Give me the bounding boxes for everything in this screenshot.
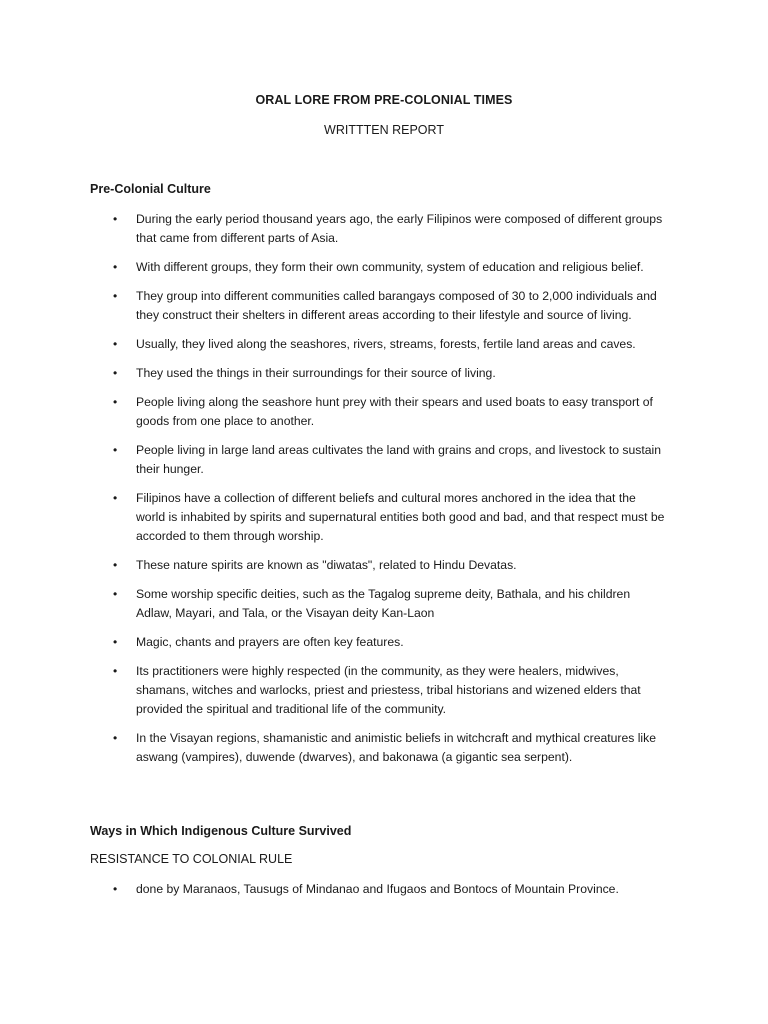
list-item-text: During the early period thousand years ago, the early Filipinos were composed of different groups that came from different parts of Asia. [136, 212, 663, 245]
list-item-text: Usually, they lived along the seashores, rivers, streams, forests, fertile land areas and caves. [136, 337, 636, 351]
list-item-text: done by Maranaos, Tausugs of Mindanao and Ifugaos and Bontocs of Mountain Province. [136, 882, 619, 896]
list-item-text: Magic, chants and prayers are often key features. [136, 635, 404, 649]
bullet-icon: • [113, 635, 118, 649]
list-item [0, 335, 768, 354]
bullet-icon: • [113, 558, 118, 572]
list-item-text: People living in large land areas cultivates the land with grains and crops, and livestock to sustain their hunger. [136, 443, 662, 476]
bullet-icon: • [113, 395, 118, 409]
list-item [0, 662, 768, 719]
section-heading-pre-colonial-culture: Pre-Colonial Culture [90, 182, 211, 196]
list-item-text: Its practitioners were highly respected (in the community, as they were healers, midwives, shamans, witches and warlocks, priest and priestess, tribal historians and wizened elders that provided the spiritual and traditional life of the community. [136, 664, 641, 716]
list-item-text: They group into different communities called barangays composed of 30 to 2,000 individuals and they construct their shelters in different areas according to their lifestyle and source of living. [136, 289, 657, 322]
pre-colonial-culture-list [0, 210, 768, 777]
list-item [0, 364, 768, 383]
list-item-text: People living along the seashore hunt prey with their spears and used boats to easy transport of goods from one place to another. [136, 395, 653, 428]
list-item [0, 210, 768, 248]
bullet-icon: • [113, 491, 118, 505]
document-subtitle: WRITTTEN REPORT [324, 123, 444, 137]
sub-heading-resistance: RESISTANCE TO COLONIAL RULE [90, 852, 293, 866]
bullet-icon: • [113, 260, 118, 274]
bullet-icon: • [113, 587, 118, 601]
list-item-text: Filipinos have a collection of different beliefs and cultural mores anchored in the idea that the world is inhabited by spirits and supernatural entities both good and bad, and that respect must be accorded to them through worship. [136, 491, 665, 543]
bullet-icon: • [113, 731, 118, 745]
list-item [0, 556, 768, 575]
list-item [0, 633, 768, 652]
list-item [0, 258, 768, 277]
bullet-icon: • [113, 366, 118, 380]
bullet-icon: • [113, 212, 118, 226]
bullet-icon: • [113, 664, 118, 678]
bullet-icon: • [113, 337, 118, 351]
document-title: ORAL LORE FROM PRE-COLONIAL TIMES [255, 93, 513, 107]
list-item [0, 729, 768, 767]
resistance-list [0, 880, 768, 909]
list-item [0, 585, 768, 623]
list-item [0, 441, 768, 479]
section-heading-indigenous-culture: Ways in Which Indigenous Culture Survived [90, 824, 352, 838]
list-item-text: These nature spirits are known as "diwatas", related to Hindu Devatas. [136, 558, 517, 572]
list-item-text: With different groups, they form their own community, system of education and religious belief. [136, 260, 644, 274]
bullet-icon: • [113, 882, 118, 896]
list-item [0, 489, 768, 546]
list-item [0, 880, 768, 899]
list-item-text: In the Visayan regions, shamanistic and animistic beliefs in witchcraft and mythical creatures like aswang (vampires), duwende (dwarves), and bakonawa (a gigantic sea serpent). [136, 731, 657, 764]
list-item [0, 287, 768, 325]
list-item-text: They used the things in their surroundings for their source of living. [136, 366, 496, 380]
bullet-icon: • [113, 443, 118, 457]
list-item-text: Some worship specific deities, such as the Tagalog supreme deity, Bathala, and his children Adlaw, Mayari, and Tala, or the Visayan deity Kan-Laon [136, 587, 631, 620]
list-item [0, 393, 768, 431]
bullet-icon: • [113, 289, 118, 303]
